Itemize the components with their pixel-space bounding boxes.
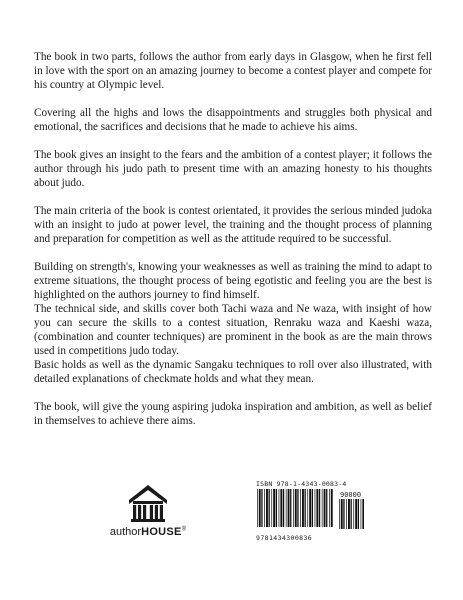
barcode-number: 9781434300836 — [256, 534, 313, 542]
price-code: 90000 — [340, 491, 362, 499]
publisher-name: authorHOUSE® — [109, 526, 187, 538]
blurb-paragraph: The book gives an insight to the fears and the ambition of a contest player; it follows the author through his judo path to present time with an amazing honesty to his thoughts about judo. — [34, 149, 432, 189]
blurb-paragraph: Basic holds as well as the dynamic Sangaku techniques to roll over also illustrated, with detailed explanations of checkmate holds and what they mean. — [34, 359, 432, 385]
price-barcode-bars — [338, 499, 364, 529]
back-cover-blurb — [34, 50, 432, 428]
blurb-paragraph: The book, will give the young aspiring judoka inspiration and ambition, as well as belief in themselves to achieve there aims. — [34, 401, 432, 427]
isbn-label: ISBN 978-1-4343-0083-4 — [256, 480, 347, 488]
isbn-barcode — [256, 480, 368, 542]
blurb-paragraph: Covering all the highs and lows the disappointments and struggles both physical and emotional, the sacrifices and decisions that he made to achieve his aims. — [34, 107, 432, 133]
blurb-paragraph: The technical side, and skills cover both Tachi waza and Ne waza, with insight of how you can secure the skills to a contest situation, Renraku waza and Kaeshi waza, (combination and counter techniques) are prominent in the book as are the main throws used in competitions judo today. — [34, 303, 432, 357]
barcode-bars — [256, 489, 334, 527]
blurb-paragraph: The book in two parts, follows the author from early days in Glasgow, when he first fell in love with the sport on an amazing journey to become a contest player and compete for his country at Olympic level. — [34, 51, 432, 91]
publisher-logo — [108, 483, 188, 538]
blurb-paragraph: The main criteria of the book is contest orientated, it provides the serious minded judoka with an insight to judo at power level, the training and the thought process of planning and preparation for competition as well as the attitude required to be successful. — [34, 205, 432, 245]
blurb-paragraph: Building on strength's, knowing your weaknesses as well as training the mind to adapt to extreme situations, the thought process of being egotistic and feeling you are the best is highlighted on the authors journey to find himself. — [34, 261, 432, 301]
house-logo-icon — [127, 483, 169, 523]
